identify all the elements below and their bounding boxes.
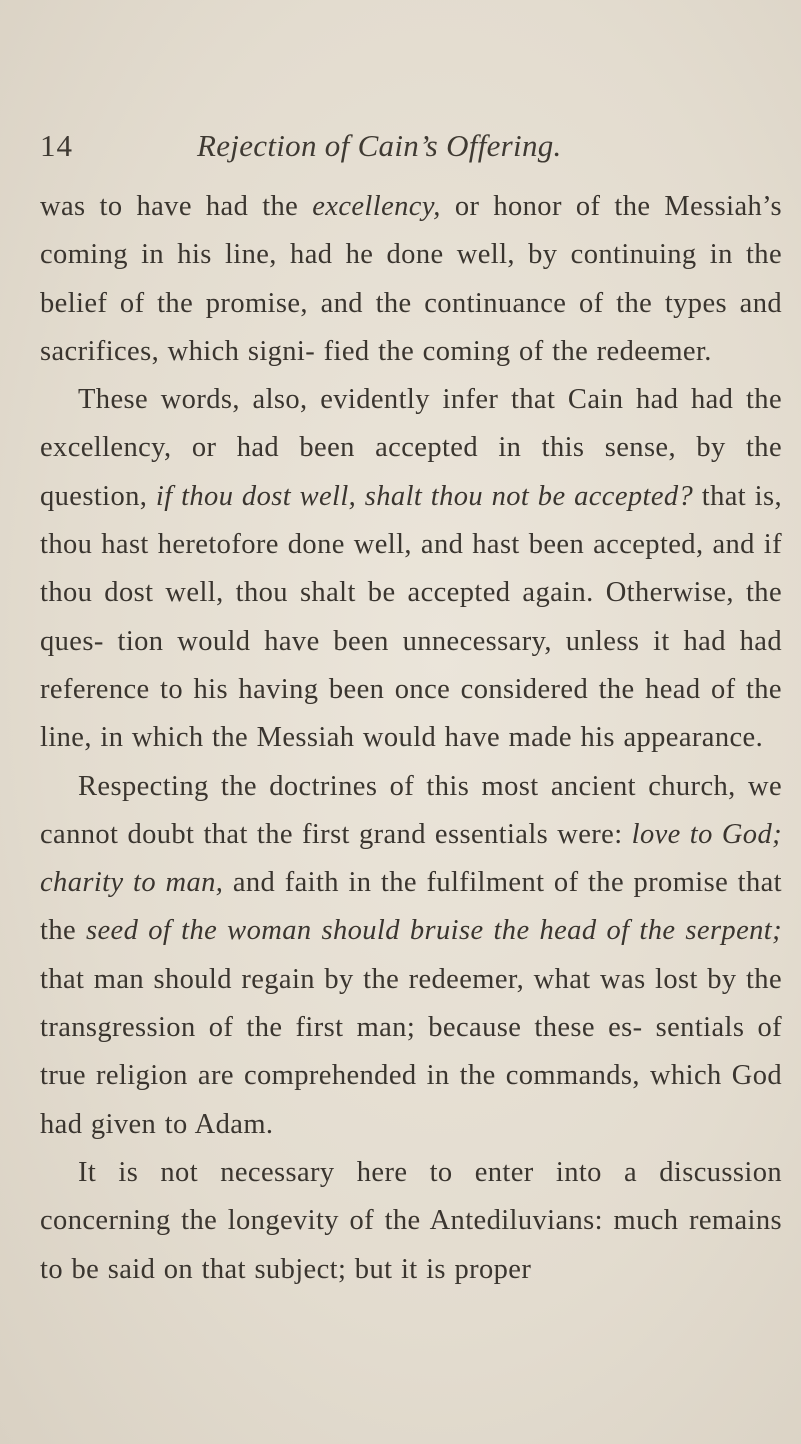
italic-text: excellency,: [312, 191, 441, 222]
text-run: that man should regain by the redeemer, what was lost by the transgression of the first man; because these es- sentials of true religion are comprehended in the commands, which God had given to Adam.: [40, 963, 782, 1140]
text-run: and faith in the fulfilment of the promise that the: [40, 867, 782, 947]
paragraph: [40, 1149, 782, 1294]
paragraph: [40, 376, 782, 762]
paragraph: [40, 183, 782, 376]
text-run: was to have had the: [40, 191, 313, 222]
text-run: These words, also, evidently infer that Cain had had the excellency, or had been accepted in this sense, by the question,: [40, 384, 782, 512]
paragraph: [40, 763, 782, 1149]
text-run: It is not necessary here to enter into a discussion concerning the longevity of the Antediluvians: much remains to be said on that subject; but it is proper: [40, 1156, 782, 1285]
text-run: Respecting the doctrines of this most ancient church, we cannot doubt that the first grand essentials were:: [40, 770, 782, 850]
body-text: [40, 183, 782, 1294]
running-title: Rejection of Cain’s Offering.: [197, 128, 562, 163]
italic-text: seed of the woman should bruise the head of the serpent;: [86, 915, 782, 947]
italic-text: if thou dost well, shalt thou not be accepted?: [155, 480, 694, 512]
page-header: [40, 128, 780, 178]
page-number: 14: [40, 128, 73, 163]
italic-text: love to God; charity to man,: [40, 818, 782, 899]
text-run: or honor of the Messiah’s coming in his line, had he done well, by continuing in the belief of the promise, and the continuance of the types and sacrifices, which signi- fied the coming of the redeemer.: [40, 191, 782, 367]
text-run: that is, thou hast heretofore done well, and hast been accepted, and if thou dost well, thou shalt be accepted again. Otherwise, the ques- tion would have been unnecessary, unless it had had reference to his having been once considered the head of the line, in which the Messiah would have made his appearance.: [40, 480, 782, 754]
